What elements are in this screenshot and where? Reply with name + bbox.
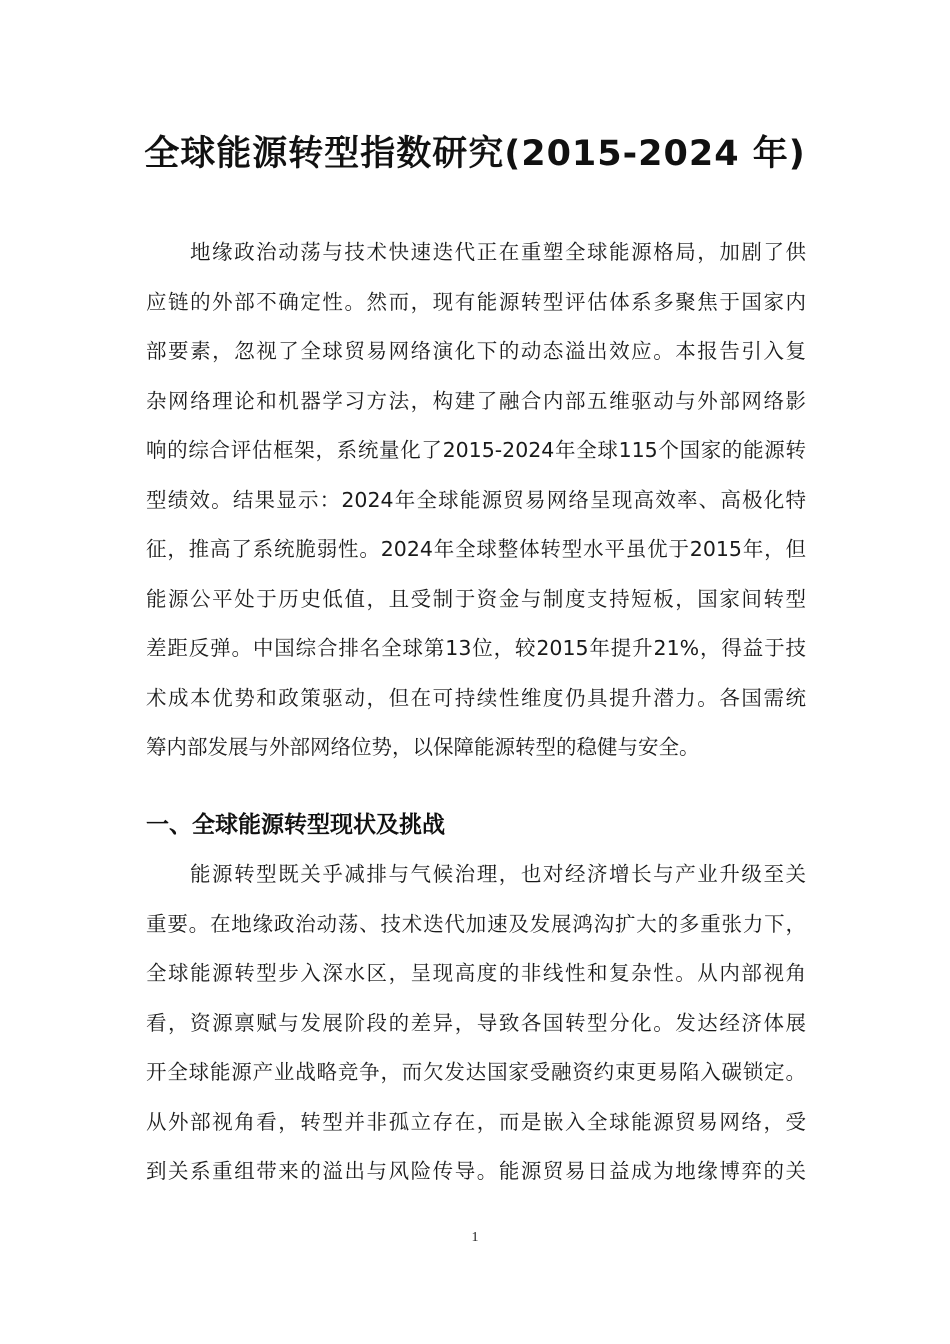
section-heading: 一、全球能源转型现状及挑战 <box>146 812 445 838</box>
abstract-line: 响的综合评估框架，系统量化了2015-2024年全球115个国家的能源转 <box>146 438 806 462</box>
section-line: 看，资源禀赋与发展阶段的差异，导致各国转型分化。发达经济体展 <box>146 1010 806 1035</box>
document-title: 全球能源转型指数研究(2015-2024 年) <box>144 134 806 174</box>
section-line: 重要。在地缘政治动荡、技术迭代加速及发展鸿沟扩大的多重张力下， <box>146 911 806 936</box>
page-number: 1 <box>471 1230 479 1245</box>
section-paragraph <box>146 850 806 1197</box>
abstract-line: 征，推高了系统脆弱性。2024年全球整体转型水平虽优于2015年，但 <box>146 537 806 561</box>
abstract-line: 型绩效。结果显示：2024年全球能源贸易网络呈现高效率、高极化特 <box>146 487 806 512</box>
section-line: 到关系重组带来的溢出与风险传导。能源贸易日益成为地缘博弈的关 <box>146 1159 806 1183</box>
section-line: 开全球能源产业战略竞争，而欠发达国家受融资约束更易陷入碳锁定。 <box>146 1060 806 1084</box>
abstract-line: 能源公平处于历史低值，且受制于资金与制度支持短板，国家间转型 <box>146 586 806 611</box>
section-line: 全球能源转型步入深水区，呈现高度的非线性和复杂性。从内部视角 <box>146 961 806 985</box>
abstract-line: 差距反弹。中国综合排名全球第13位，较2015年提升21%，得益于技 <box>146 636 806 660</box>
abstract-line: 地缘政治动荡与技术快速迭代正在重塑全球能源格局，加剧了供 <box>190 240 806 264</box>
abstract-line: 杂网络理论和机器学习方法，构建了融合内部五维驱动与外部网络影 <box>146 388 806 413</box>
abstract-paragraph <box>146 228 806 773</box>
abstract-line: 筹内部发展与外部网络位势，以保障能源转型的稳健与安全。 <box>146 735 700 759</box>
section-line: 从外部视角看，转型并非孤立存在，而是嵌入全球能源贸易网络，受 <box>146 1109 806 1134</box>
abstract-line: 术成本优势和政策驱动，但在可持续性维度仍具提升潜力。各国需统 <box>146 685 806 710</box>
abstract-line: 部要素，忽视了全球贸易网络演化下的动态溢出效应。本报告引入复 <box>146 339 806 363</box>
section-line: 能源转型既关乎减排与气候治理，也对经济增长与产业升级至关 <box>190 862 806 886</box>
abstract-line: 应链的外部不确定性。然而，现有能源转型评估体系多聚焦于国家内 <box>146 289 806 314</box>
